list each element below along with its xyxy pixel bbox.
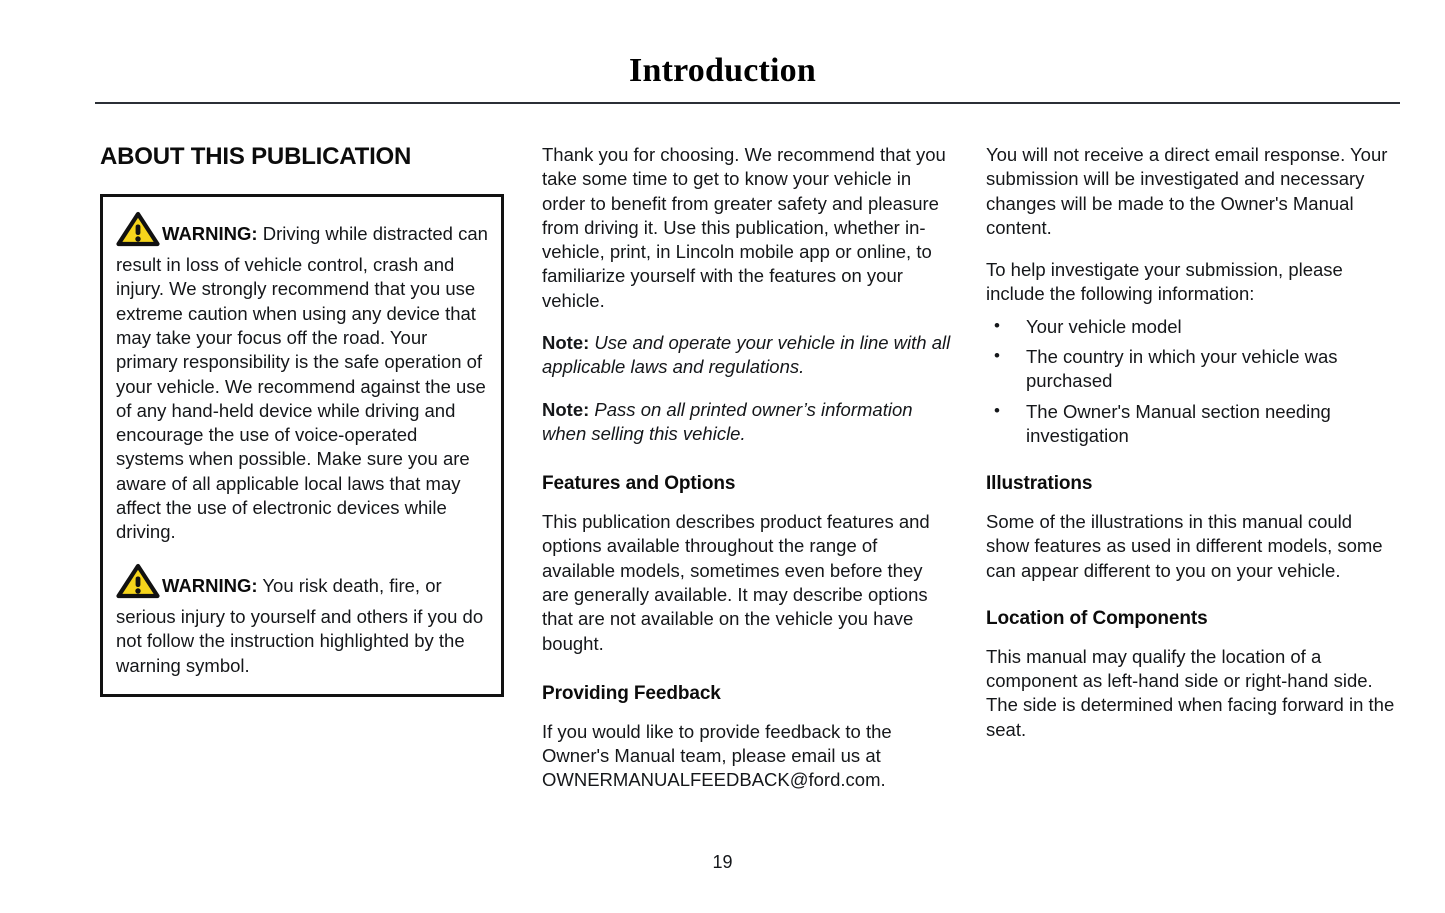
page-title: Introduction: [629, 52, 816, 89]
subheading-providing-feedback: Providing Feedback: [542, 682, 721, 704]
list-item: • The country in which your vehicle was purchased: [986, 345, 1396, 394]
column-left: [100, 143, 504, 697]
subheading-illustrations: Illustrations: [986, 473, 1093, 495]
note-1: [542, 331, 952, 380]
investigate-paragraph: To help investigate your submission, please include the following information:: [986, 259, 1343, 305]
feedback-paragraph: If you would like to provide feedback to the Owner's Manual team, please email us at OWNERMANUALFEEDBACK@ford.com.: [542, 720, 892, 791]
warning-triangle-icon: [116, 211, 160, 253]
warning-label-1: WARNING:: [162, 222, 258, 244]
note-1-text: Use and operate your vehicle in line with all applicable laws and regulations.: [542, 332, 951, 378]
note-2-label: Note:: [542, 398, 590, 420]
warning-text-1: Driving while distracted can result in loss of vehicle control, crash and injury. We strongly recommend that you use extreme caution when using any device that may take your focus off the road. Your primary responsibility is the safe operation of your vehicle. We recommend against the use of any hand-held device while driving and encourage the use of voice-operated systems when possible. Make sure you are aware of all applicable local laws that may affect the use of electronic devices while driving.: [116, 222, 488, 543]
submission-info-list: [986, 315, 1396, 448]
note-1-label: Note:: [542, 332, 590, 354]
warning-triangle-icon: [116, 563, 160, 605]
warning-label-2: WARNING:: [162, 574, 258, 596]
illustrations-paragraph: Some of the illustrations in this manual could show features as used in different models, some can appear different to you on your vehicle.: [986, 511, 1383, 581]
list-item: • The Owner's Manual section needing investigation: [986, 400, 1396, 449]
warning-box: [100, 194, 504, 697]
page-number: 19: [712, 852, 733, 872]
location-of-components-paragraph: This manual may qualify the location of a component as left-hand side or right-hand side. The side is determined when facing forward in the seat.: [986, 645, 1395, 740]
list-item: • Your vehicle model: [986, 315, 1396, 339]
column-right: [986, 143, 1396, 742]
note-2-text: Pass on all printed owner’s information when selling this vehicle.: [542, 398, 913, 444]
note-2: [542, 398, 952, 447]
subheading-features-and-options: Features and Options: [542, 473, 736, 495]
intro-paragraph: Thank you for choosing. We recommend that you take some time to get to know your vehicle in order to benefit from greater safety and pleasure from driving it. Use this publication, whether in-vehicle, print, in Lincoln mobile app or online, to familiarize yourself with the features on your vehicle.: [542, 144, 946, 311]
warning-paragraph-1: [116, 211, 488, 545]
warning-paragraph-2: [116, 563, 488, 678]
email-response-paragraph: You will not receive a direct email response. Your submission will be investigated and necessary changes will be made to the Owner's Manual content.: [986, 144, 1388, 238]
section-title-about-this-publication: ABOUT THIS PUBLICATION: [100, 143, 412, 170]
header-divider: [95, 102, 1400, 104]
features-paragraph: This publication describes product features and options available throughout the range of available models, sometimes even before they are generally available. It may describe options that are not available on the vehicle you have bought.: [542, 511, 930, 654]
column-middle: [542, 143, 952, 792]
warning-text-2: You risk death, fire, or serious injury to yourself and others if you do not follow the instruction highlighted by the warning symbol.: [116, 574, 484, 676]
subheading-location-of-components: Location of Components: [986, 607, 1208, 629]
